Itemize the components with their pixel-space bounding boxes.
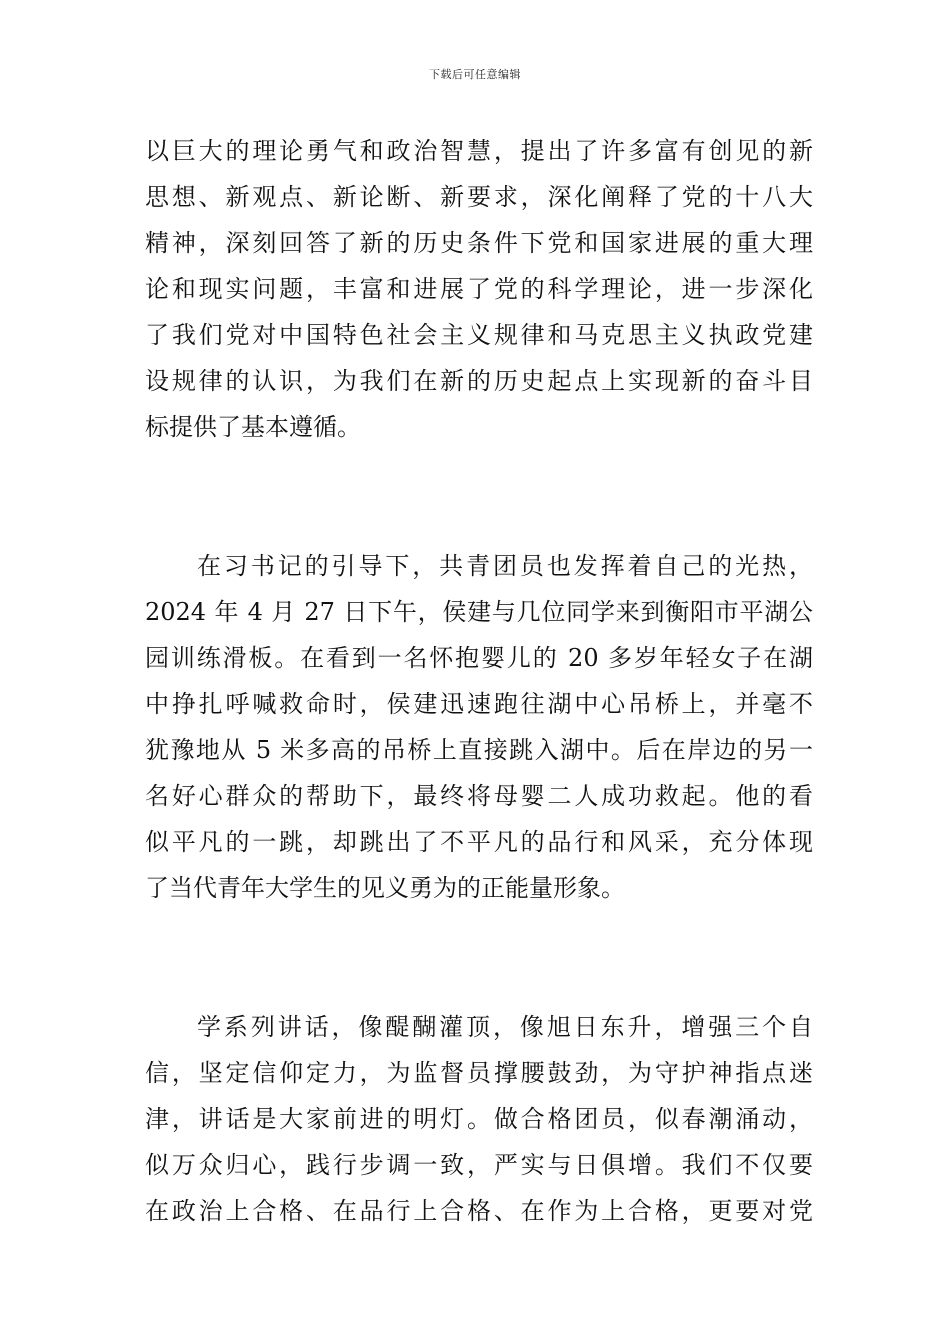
paragraph-2 xyxy=(145,543,813,911)
text-line: 思想、新观点、新论断、新要求，深化阐释了党的十八大 xyxy=(145,183,813,211)
text-line: 似平凡的一跳，却跳出了不平凡的品行和风采，充分体现 xyxy=(145,828,813,856)
paragraph-gap xyxy=(145,450,813,543)
text-line: 在政治上合格、在品行上合格、在作为上合格，更要对党 xyxy=(145,1197,813,1225)
paragraph-1 xyxy=(145,128,813,450)
text-line: 了当代青年大学生的见义勇为的正能量形象。 xyxy=(145,874,625,902)
paragraph-3 xyxy=(145,1004,813,1234)
text-line: 以巨大的理论勇气和政治智慧，提出了许多富有创见的新 xyxy=(145,137,813,165)
text-line: 设规律的认识，为我们在新的历史起点上实现新的奋斗目 xyxy=(145,367,813,395)
document-body xyxy=(145,128,813,1234)
paragraph-gap xyxy=(145,911,813,1004)
text-line: 论和现实问题，丰富和进展了党的科学理论，进一步深化 xyxy=(145,275,813,303)
text-line: 犹豫地从 5 米多高的吊桥上直接跳入湖中。后在岸边的另一 xyxy=(145,736,813,764)
text-line: 了我们党对中国特色社会主义规律和马克思主义执政党建 xyxy=(145,321,813,349)
text-line: 中挣扎呼喊救命时，侯建迅速跑往湖中心吊桥上，并毫不 xyxy=(145,690,813,718)
text-line: 标提供了基本遵循。 xyxy=(145,413,361,441)
text-line: 精神，深刻回答了新的历史条件下党和国家进展的重大理 xyxy=(145,229,813,257)
text-line: 园训练滑板。在看到一名怀抱婴儿的 20 多岁年轻女子在湖 xyxy=(145,644,813,672)
text-line: 2024 年 4 月 27 日下午，侯建与几位同学来到衡阳市平湖公 xyxy=(145,598,813,626)
text-line: 信，坚定信仰定力，为监督员撑腰鼓劲，为守护神指点迷 xyxy=(145,1059,813,1087)
header-note: 下载后可任意编辑 xyxy=(429,68,521,81)
text-line: 似万众归心，践行步调一致，严实与日俱增。我们不仅要 xyxy=(145,1151,813,1179)
text-line: 名好心群众的帮助下，最终将母婴二人成功救起。他的看 xyxy=(145,782,813,810)
text-line: 在习书记的引导下，共青团员也发挥着自己的光热， xyxy=(197,552,813,580)
text-line: 津，讲话是大家前进的明灯。做合格团员，似春潮涌动， xyxy=(145,1105,813,1133)
text-line: 学系列讲话，像醍醐灌顶，像旭日东升，增强三个自 xyxy=(197,1013,813,1041)
